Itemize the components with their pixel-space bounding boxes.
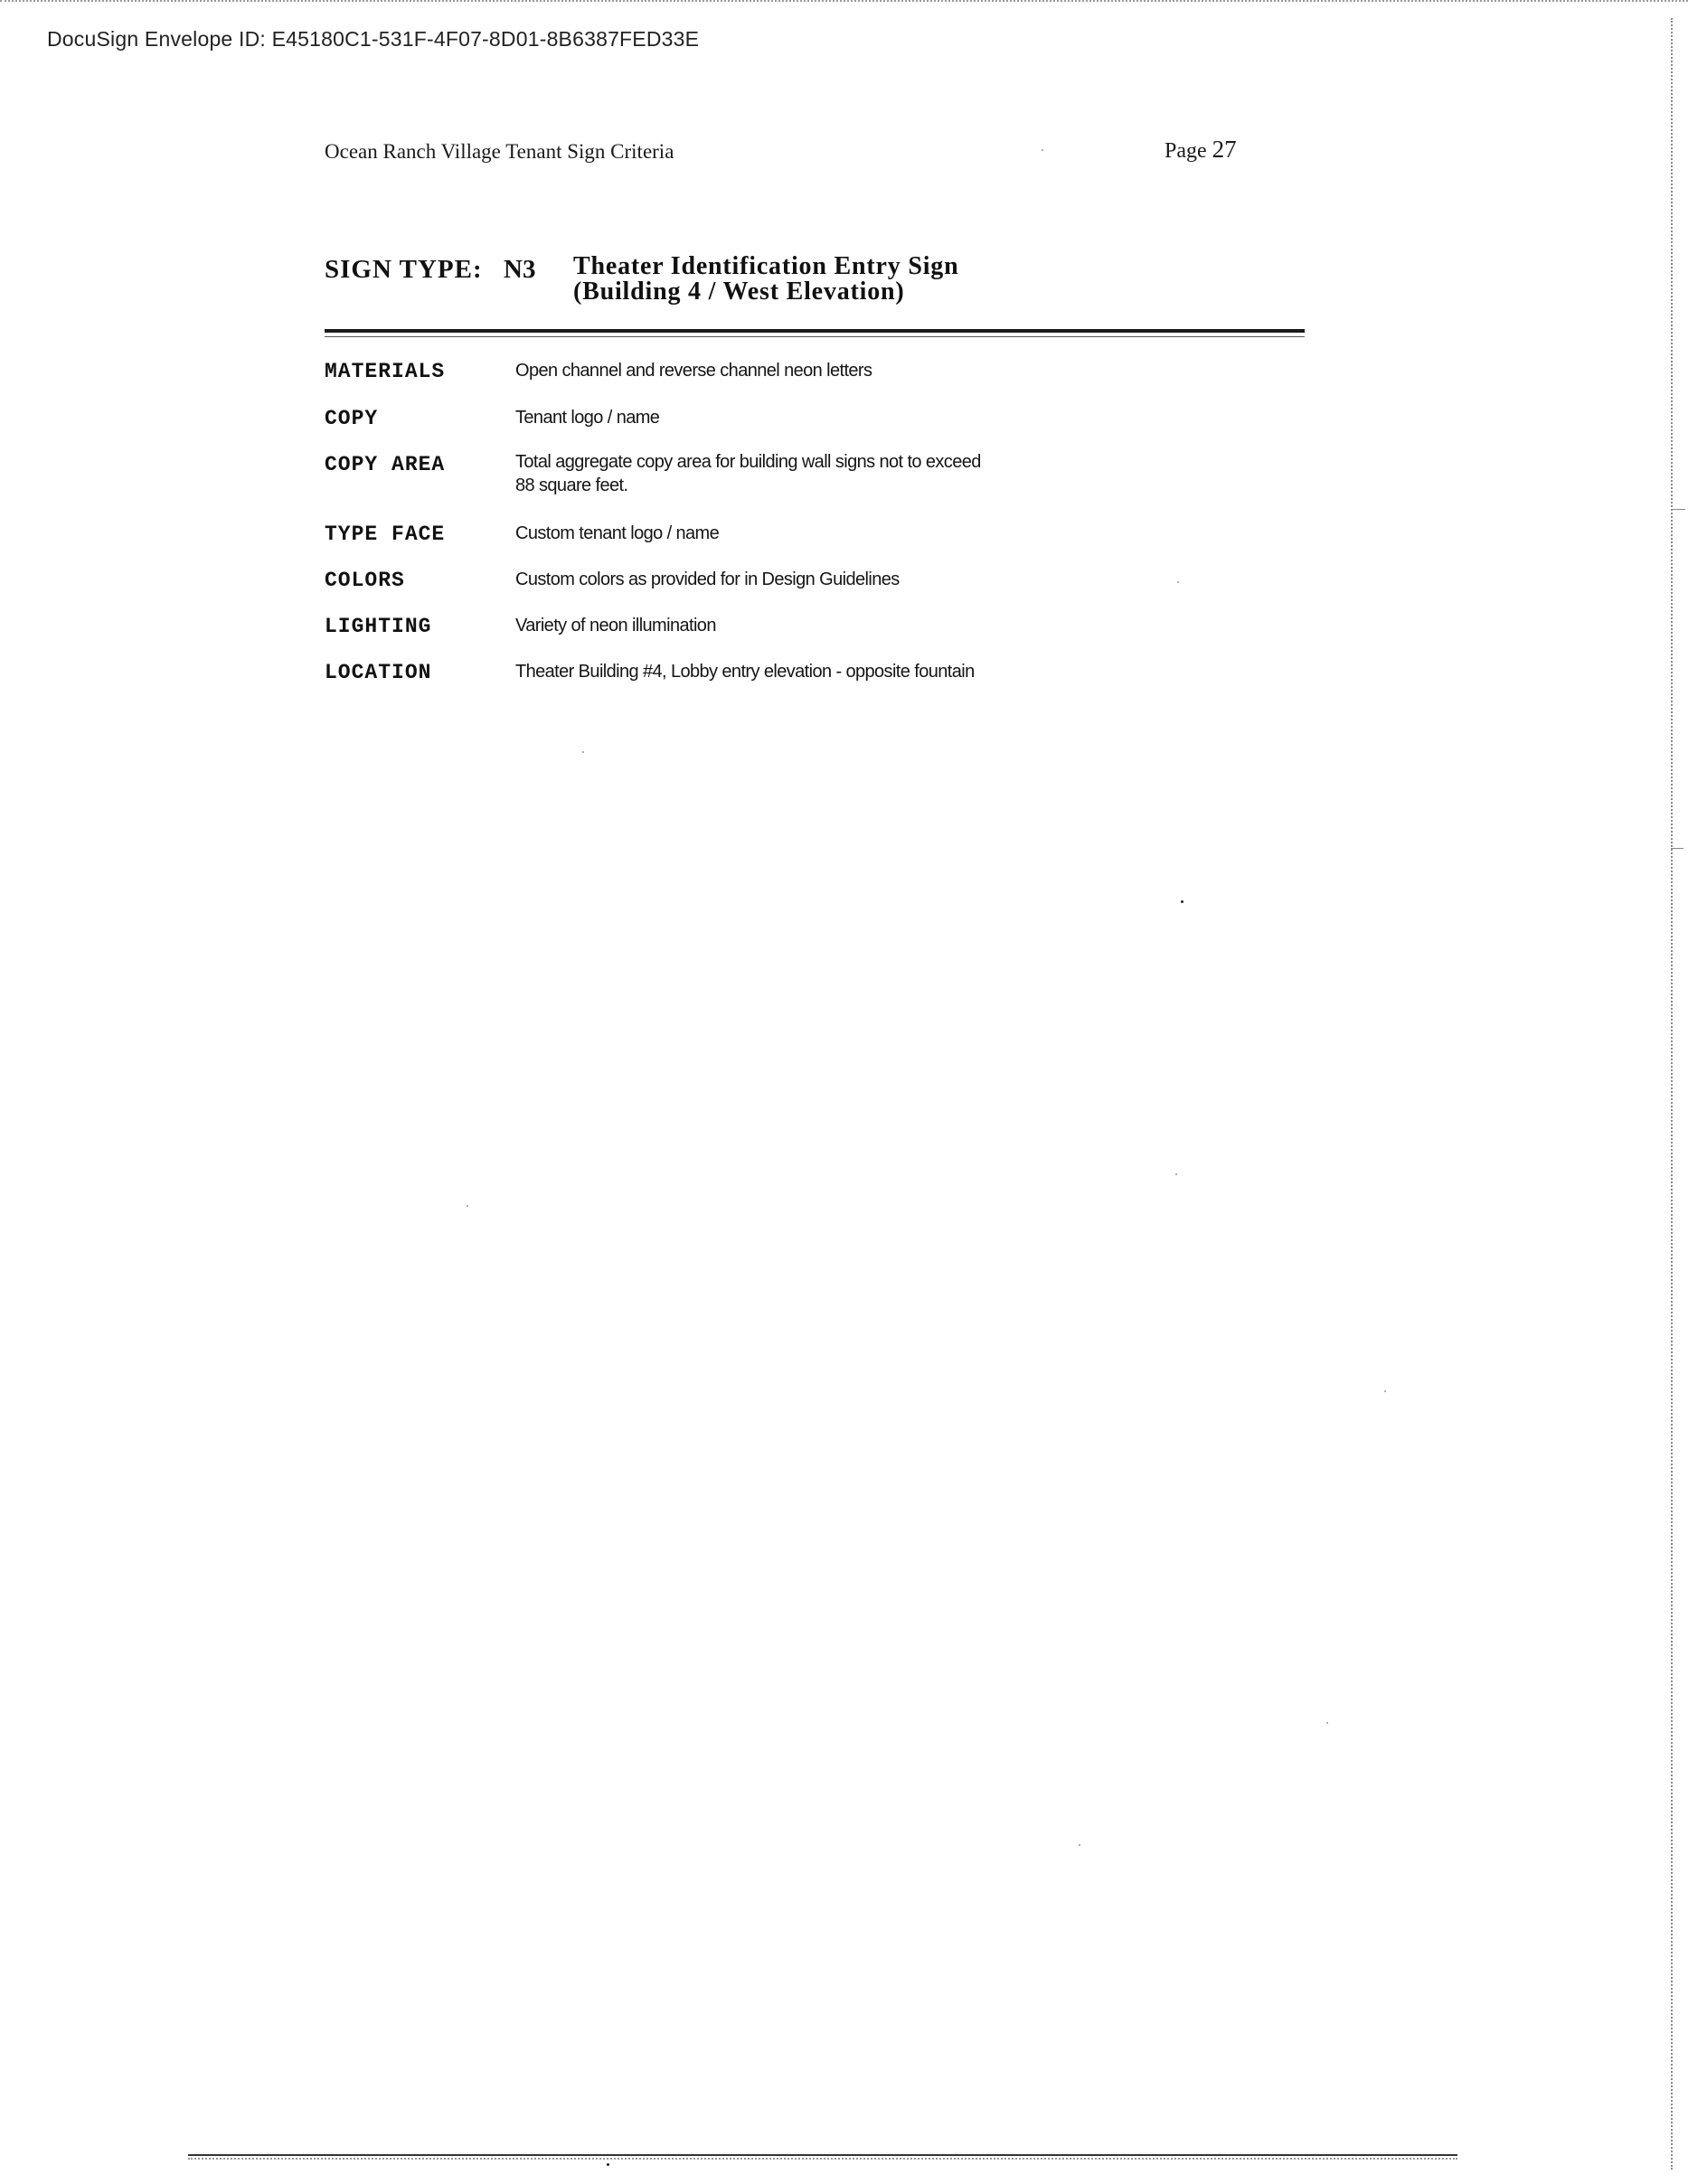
spec-label-materials: MATERIALS	[325, 360, 446, 383]
spec-value-lighting: Variety of neon illumination	[515, 616, 716, 635]
spec-label-copy-area: COPY AREA	[325, 453, 446, 476]
sign-title-line2: (Building 4 / West Elevation)	[573, 278, 905, 306]
spec-value-copy: Tenant logo / name	[515, 408, 660, 428]
spec-value-type-face: Custom tenant logo / name	[515, 523, 720, 543]
scan-speck	[1079, 1844, 1080, 1846]
spec-value-colors: Custom colors as provided for in Design Guidelines	[515, 570, 900, 589]
spec-label-colors: COLORS	[325, 569, 405, 592]
envelope-id: DocuSign Envelope ID: E45180C1-531F-4F07-8D01-8B6387FED33E	[47, 27, 700, 51]
scan-speck	[1326, 1722, 1328, 1724]
sign-type-label: SIGN TYPE:	[325, 255, 483, 284]
scan-edge-tick	[1671, 848, 1683, 849]
spec-value-copy-area	[515, 450, 1022, 497]
scan-speck	[1181, 900, 1183, 903]
bottom-rule	[188, 2154, 1457, 2156]
page-number	[1165, 136, 1237, 164]
spec-value-copy-area-line2: 88 square feet.	[515, 475, 628, 495]
scan-edge-tick	[1671, 509, 1685, 510]
page-label: Page	[1165, 139, 1207, 163]
section-divider	[325, 329, 1305, 333]
page-number-value: 27	[1212, 136, 1237, 163]
spec-value-location: Theater Building #4, Lobby entry elevation - opposite fountain	[515, 662, 975, 682]
spec-value-copy-area-line1: Total aggregate copy area for building wall signs not to exceed	[515, 452, 981, 472]
spec-value-materials: Open channel and reverse channel neon letters	[515, 361, 872, 381]
scan-speck	[1384, 1390, 1386, 1392]
sign-title	[573, 254, 958, 305]
scan-speck	[607, 2163, 609, 2166]
sign-title-line1: Theater Identification Entry Sign	[573, 252, 959, 280]
scan-speck	[582, 751, 584, 753]
section-divider-thin	[325, 336, 1305, 337]
sign-type-code: N3	[504, 255, 536, 284]
spec-label-type-face: TYPE FACE	[325, 522, 446, 546]
scan-speck	[1175, 1173, 1177, 1175]
spec-label-copy: COPY	[325, 407, 379, 430]
scan-top-border	[0, 0, 1688, 5]
spec-label-lighting: LIGHTING	[325, 615, 432, 638]
spec-label-location: LOCATION	[325, 661, 432, 684]
scan-speck	[467, 1205, 468, 1207]
bottom-rule-dots	[188, 2158, 1457, 2161]
scan-speck	[1042, 149, 1043, 151]
scan-right-edge	[1671, 18, 1674, 2170]
scan-speck	[1177, 581, 1179, 583]
document-title: Ocean Ranch Village Tenant Sign Criteria	[325, 140, 674, 163]
